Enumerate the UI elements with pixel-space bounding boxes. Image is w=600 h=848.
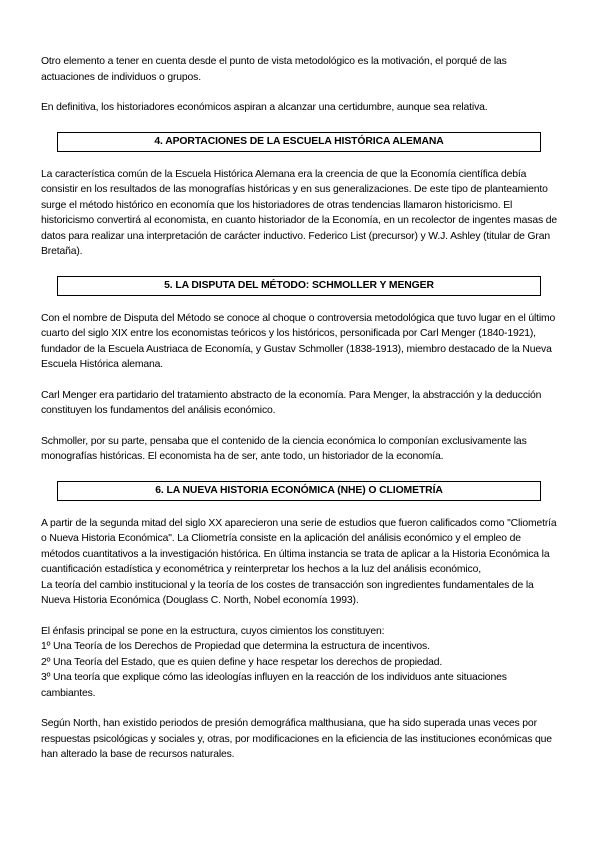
section-6-paragraph-2: La teoría del cambio institucional y la teoría de los costes de transacción son ingredientes fundamentales de la Nueva Historia Económica (Douglass C. North, Nobel economía 1993). [41,579,534,606]
foundations-intro-text: El énfasis principal se pone en la estructura, cuyos cimientos los constituyen: [41,625,385,637]
section-5-paragraph-3: Schmoller, por su parte, pensaba que el contenido de la ciencia económica lo componían exclusivamente las monografías históricas. El economista ha de ser, ante todo, un historiador de la economía. [41,435,527,462]
list-item: 2º Una Teoría del Estado, que es quien define y hace respetar los derechos de propiedad. [41,656,443,668]
list-item: 1º Una Teoría de los Derechos de Propiedad que determina la estructura de incentivos. [41,641,430,652]
intro-paragraph-2: En definitiva, los historiadores económicos aspiran a alcanzar una certidumbre, aunque sea relativa. [41,102,488,113]
section-4-paragraph-1: La característica común de la Escuela Histórica Alemana era la creencia de que la Economía científica debía consistir en los resultados de las monografías históricas y en sus generalizaciones. De este tipo de planteamiento surge el método histórico en economía que los historiadores de otras tendencias llamaron historicismo. El historicismo convertirá al economista, en cuanto historiador de la Economía, en un recolector de ingentes masas de datos para realizar una interpretación de carácter inductivo. Federico List (precursor) y W.J. Ashley (titular de Gran Bretaña). [41,168,557,257]
section-6-paragraph-4: Según North, han existido periodos de presión demográfica malthusiana, que ha sido superada unas veces por respuestas psicológicas y sociales y, otras, por modificaciones en la eficiencia de las instituciones económicas que han alterado la base de recursos naturales. [41,718,552,760]
section-5-paragraph-2: Carl Menger era partidario del tratamiento abstracto de la economía. Para Menger, la abstracción y la deducción constituyen los fundamentos del análisis económico. [41,389,542,416]
list-item: 3º Una teoría que explique cómo las ideologías influyen en la reacción de los individuos ante situaciones cambiantes. [41,672,507,699]
document-page [41,54,560,763]
section-6-foundations-intro [41,624,560,702]
section-6-heading: 6. LA NUEVA HISTORIA ECONÓMICA (NHE) O CLIOMETRÍA [57,481,541,501]
section-5-heading: 5. LA DISPUTA DEL MÉTODO: SCHMOLLER Y MENGER [57,276,541,296]
section-4-heading: 4. APORTACIONES DE LA ESCUELA HISTÓRICA ALEMANA [57,132,541,152]
intro-paragraph-1: Otro elemento a tener en cuenta desde el punto de vista metodológico es la motivación, el porqué de las actuaciones de individuos o grupos. [41,56,507,83]
section-5-paragraph-1: Con el nombre de Disputa del Método se conoce al choque o controversia metodológica que tuvo lugar en el último cuarto del siglo XIX entre los economistas teóricos y los históricos, personificada por Carl Menger (1840-1921), fundador de la Escuela Austriaca de Economía, y Gustav Schmoller (1838-1913), miembro destacado de la Nueva Escuela Histórica alemana. [41,312,556,370]
section-6-paragraph-1: A partir de la segunda mitad del siglo XX aparecieron una serie de estudios que fueron calificados como "Cliometría o Nueva Historia Económica". La Cliometría consiste en la aplicación del análisis económico y el empleo de métodos cuantitativos a la investigación histórica. En última instancia se trata de aplicar a la Historia Económica la cuantificación estadística y econométrica y reinterpretar los hechos a la luz del análisis económico, [41,517,557,575]
